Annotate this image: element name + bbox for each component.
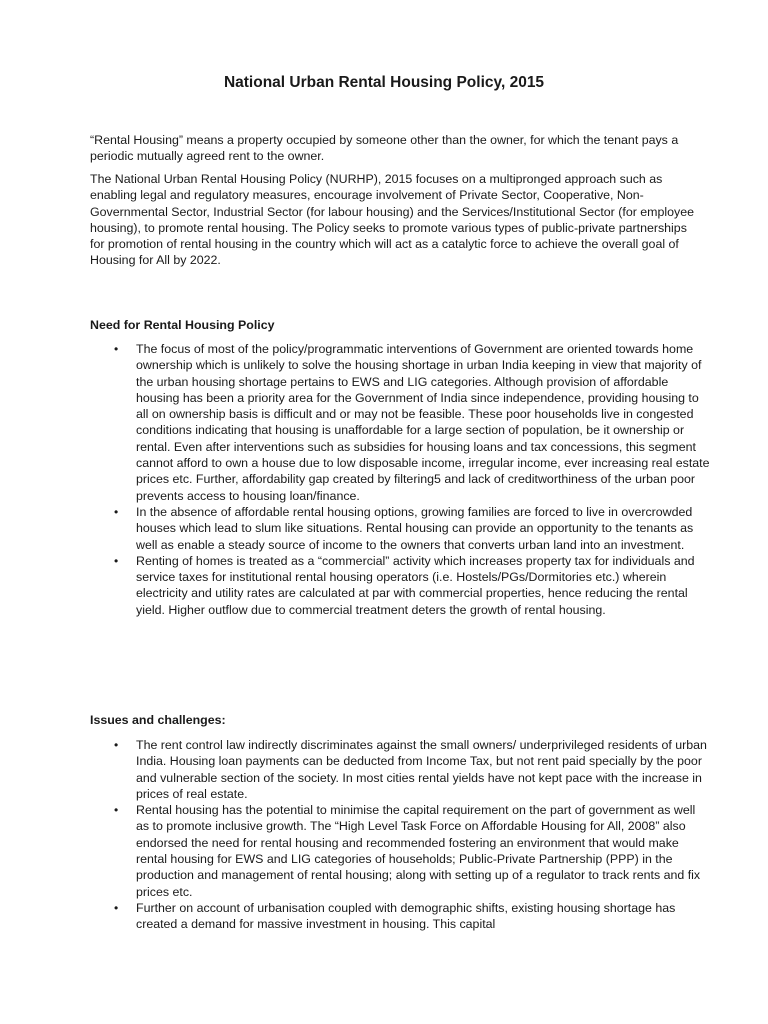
- list-item-text: Renting of homes is treated as a “commercial” activity which increases property tax for individuals and service taxes for institutional rental housing operators (i.e. Hostels/PGs/Dormitories etc.) wherein electricity and utility rates are calculated at par with commercial properties, hence reducing the rental yield. Higher outflow due to commercial treatment deters the growth of rental housing.: [136, 553, 695, 617]
- definition-paragraph: “Rental Housing” means a property occupied by someone other than the owner, for which the tenant pays a periodic mutually agreed rent to the owner.: [90, 133, 679, 164]
- bullet-icon: •: [114, 342, 119, 356]
- list-item: [90, 802, 710, 900]
- list-item-text: In the absence of affordable rental housing options, growing families are forced to live in overcrowded houses which lead to slum like situations. Rental housing can provide an opportunity to the tenants as well as enable a steady source of income to the owners that converts urban land into an investment.: [136, 504, 694, 552]
- list-item: [90, 900, 710, 933]
- need-section-heading: Need for Rental Housing Policy: [90, 318, 275, 332]
- list-item: [90, 737, 710, 802]
- list-item: [90, 504, 710, 553]
- bullet-icon: •: [114, 553, 119, 568]
- list-item: [90, 553, 710, 618]
- document-title: National Urban Rental Housing Policy, 2015: [223, 74, 545, 91]
- overview-paragraph: The National Urban Rental Housing Policy (NURHP), 2015 focuses on a multipronged approach such as enabling legal and regulatory measures, encourage involvement of Private Sector, Cooperative, Non-Governmental Sector, Industrial Sector (for labour housing) and the Services/Institutional Sector (for employee housing), to promote rental housing. The Policy seeks to promote various types of public-private partnerships for promotion of rental housing in the country which will act as a catalytic force to achieve the overall goal of Housing for All by 2022.: [90, 172, 695, 268]
- bullet-icon: •: [114, 803, 119, 818]
- list-item-text: Further on account of urbanisation coupled with demographic shifts, existing housing shortage has created a demand for massive investment in housing. This capital: [136, 900, 676, 932]
- need-bullet-list: [90, 341, 710, 618]
- list-item: [90, 341, 710, 504]
- list-item-text: The rent control law indirectly discriminates against the small owners/ underprivileged residents of urban India. Housing loan payments can be deducted from Income Tax, but not rent paid specially by the poor and vulnerable section of the society. In most cities rental yields have not kept pace with the increase in prices of real estate.: [136, 738, 707, 801]
- issues-bullet-list: [90, 737, 710, 933]
- bullet-icon: •: [114, 504, 119, 519]
- list-item-text: The focus of most of the policy/programmatic interventions of Government are oriented towards home ownership which is unlikely to solve the housing shortage in urban India keeping in view that majority of the urban housing shortage pertains to EWS and LIG categories. Although provision of affordable housing has been a priority area for the Government of India since independence, providing housing to all on ownership basis is difficult and or may not be feasible. These poor households live in congested conditions indicating that housing is unaffordable for a large section of population, be it ownership or rental. Even after interventions such as subsidies for housing loans and tax concessions, this segment cannot afford to own a house due to low disposable income, irregular income, ever increasing real estate prices etc. Further, affordability gap created by filtering5 and lack of creditworthiness of the urban poor prevents access to housing loan/finance.: [136, 342, 710, 503]
- bullet-icon: •: [114, 738, 119, 752]
- list-item-text: Rental housing has the potential to minimise the capital requirement on the part of government as well as to promote inclusive growth. The “High Level Task Force on Affordable Housing for All, 2008” also endorsed the need for rental housing and recommended fostering an environment that would make rental housing for EWS and LIG categories of households; Public-Private Partnership (PPP) in the production and management of rental housing; along with setting up of a regulator to track rents and fix prices etc.: [136, 803, 701, 899]
- issues-section-heading: Issues and challenges:: [90, 713, 226, 727]
- bullet-icon: •: [114, 900, 119, 915]
